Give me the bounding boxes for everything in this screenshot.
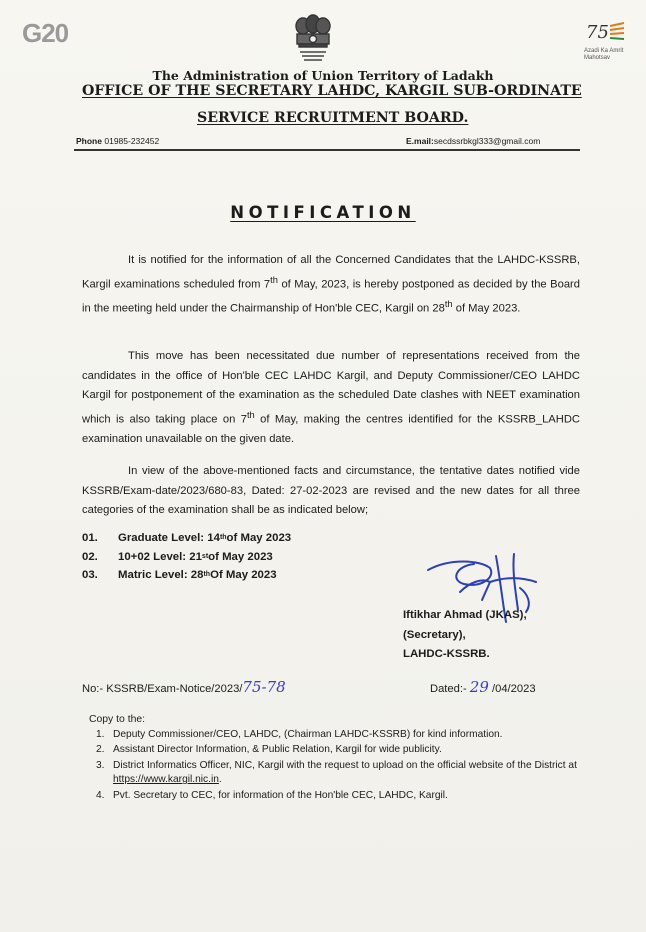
date-sup: th [219,534,227,541]
p2-text-a: This move has been necessitated due number of representations received from the candidates in the office of Hon'ble CEC LAHDC Kargil, and Deputy Commissioner/CEO LAHDC Kargil for postponement of the examination as the scheduled Date clashes with NEET examination which is also taking place on 7 [82,350,580,426]
reference-number [82,678,286,696]
dated-label: Dated:- [430,683,470,695]
date-sup: st [201,552,209,560]
signatory-office: LAHDC-KSSRB. [403,648,490,660]
copy-item-text-after: . [218,774,222,786]
district-website-link[interactable]: https://www.kargil.nic.in [113,774,219,786]
email-label: E.mail: [406,136,434,146]
paragraph-postponement [82,251,580,319]
list-item [96,759,586,788]
copy-item-text: Pvt. Secretary to CEC, for information of the Hon'ble CEC, LAHDC, Kargil. [113,789,448,801]
copy-to-label: Copy to the: [89,714,146,725]
amrit-mahotsav-icon [584,20,628,46]
phone-contact [76,136,159,146]
date-rest: of May 2023 [226,532,292,544]
p2-text-b: of May, making the centres identified for the KSSRB_LAHDC examination unavailable on the given date. [82,413,580,446]
copy-item-number: 3. [96,759,105,771]
g20-logo-text: G20 [22,18,69,48]
date-rest: of May 2023 [208,550,273,563]
date-rest: Of May 2023 [210,569,277,581]
date-sup: th [203,571,211,578]
date-number: 01. [82,532,98,544]
signatory-name: Iftikhar Ahmad (JKAS), [403,609,527,621]
exam-date-matric [82,566,291,585]
list-item [96,743,586,757]
copy-item-text-main: District Informatics Officer, NIC, Kargil with the request to upload on the official website of the District at [113,759,577,771]
p2-sup-1: th [246,409,255,420]
p1-sup-1: th [270,274,278,285]
p1-text-c: of May 2023. [452,302,521,315]
office-heading: OFFICE OF THE SECRETARY LAHDC, KARGIL SUB-ORDINATE [82,83,582,99]
azadi-logo-text: Azadi Ka Amrit Mahotsav [584,48,624,61]
p1-sup-2: th [444,298,453,309]
date-label: Graduate Level: 14 [118,532,220,544]
phone-label: Phone [76,136,102,146]
dated-handwritten-day: 29 [469,678,489,696]
date-label: 10+02 Level: 21 [118,550,202,563]
exam-date-graduate [82,529,291,548]
reference-prefix: No:- KSSRB/Exam-Notice/2023/ [82,683,243,695]
copy-item-number: 2. [96,744,105,756]
copy-to-list [96,728,586,804]
header-divider [74,149,580,151]
dated-rest: /04/2023 [488,683,536,695]
date-number: 03. [82,569,98,581]
p1-text-b: of May, 2023, is hereby postponed as decided by the Board in the meeting held under the Chairmanship of Hon'ble CEC, Kargil on 28 [82,278,581,315]
copy-item-text: Assistant Director Information, & Public Relation, Kargil for wide publicity. [113,744,442,756]
board-heading: SERVICE RECRUITMENT BOARD. [197,110,469,126]
g20-logo [22,18,84,68]
reference-handwritten: 75-78 [242,678,286,696]
national-emblem-icon [288,12,338,64]
signatory-block [403,606,527,665]
administration-heading: The Administration of Union Territory of Ladakh [152,68,494,83]
copy-item-number: 4. [96,789,105,801]
svg-text:75: 75 [586,22,609,43]
copy-item-text [113,759,586,788]
list-item [96,728,586,742]
phone-number: 01985-232452 [104,136,160,146]
date-number: 02. [82,550,98,563]
date-label: Matric Level: 28 [118,569,204,581]
copy-item-number: 1. [96,729,105,740]
azadi-ka-amrit-mahotsav-logo [584,20,636,66]
notification-title: NOTIFICATION [230,203,416,222]
p1-text-a: It is notified for the information of all the Concerned Candidates that the LAHDC-KSSRB, Kargil examinations scheduled from 7 [82,254,580,291]
paragraph-revised-dates [82,462,580,521]
p3-text: In view of the above-mentioned facts and circumstance, the tentative dates notified vide KSSRB/Exam-date/2023/680-83, Dated: 27-02-2023 are revised and the new dates for all three categories of the examination shall be as indicated below; [82,465,580,517]
copy-item-text: Deputy Commissioner/CEO, LAHDC, (Chairman LAHDC-KSSRB) for kind information. [113,729,503,740]
list-item [96,789,586,803]
signatory-designation: (Secretary), [403,628,466,641]
exam-dates-list [82,529,291,585]
email-contact [406,136,540,146]
email-address: secdssrbkgl333@gmail.com [433,136,541,146]
exam-date-10plus2 [82,548,291,567]
issue-date [430,678,536,696]
paragraph-reason [82,347,580,450]
